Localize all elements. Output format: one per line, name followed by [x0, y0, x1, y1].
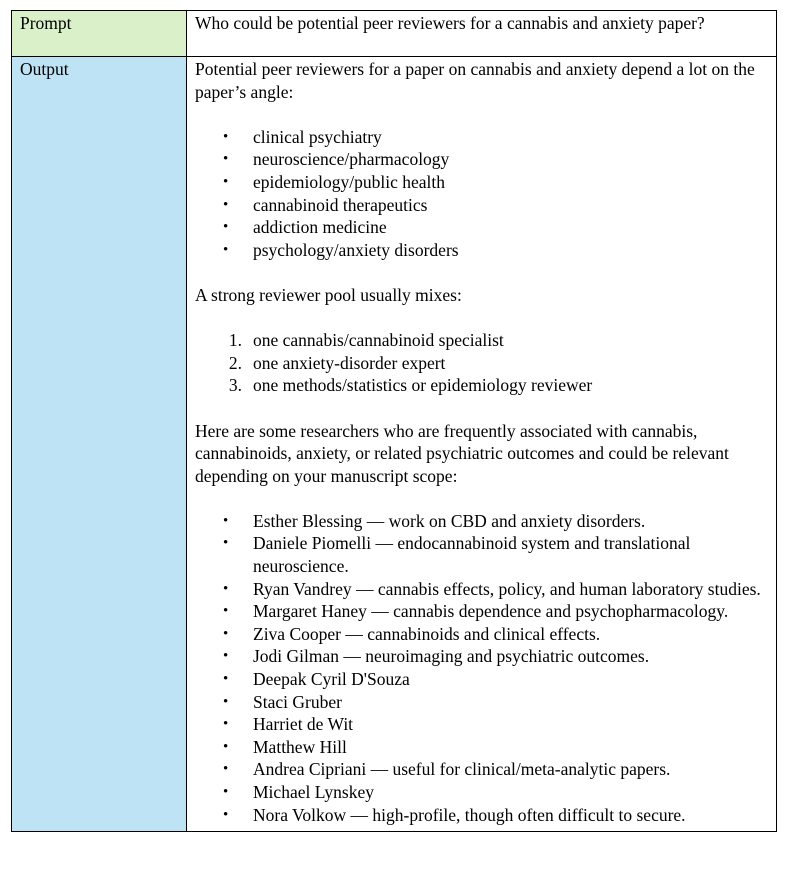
bullet-icon: •	[223, 761, 229, 778]
researcher-list-item	[195, 804, 768, 827]
prompt-row	[12, 11, 777, 57]
pool-list-item	[195, 352, 768, 375]
researcher-list-item	[195, 510, 768, 533]
researcher-list-item	[195, 781, 768, 804]
bullet-icon: •	[223, 580, 229, 597]
angle-list-item	[195, 216, 768, 239]
list-item-text: Ziva Cooper — cannabinoids and clinical effects.	[253, 623, 601, 644]
list-item-text: Harriet de Wit	[253, 714, 354, 735]
list-item-text: psychology/anxiety disorders	[253, 239, 459, 260]
list-item-text: neuroscience/pharmacology	[253, 149, 450, 170]
researcher-list-item	[195, 713, 768, 736]
list-item-text: epidemiology/public health	[253, 171, 445, 192]
list-item-text: clinical psychiatry	[253, 126, 382, 147]
researcher-list-item	[195, 578, 768, 601]
prompt-output-table	[11, 10, 777, 832]
bullet-icon: •	[223, 151, 229, 168]
pool-list-item	[195, 374, 768, 397]
researcher-list-item	[195, 668, 768, 691]
researcher-list-item	[195, 736, 768, 759]
list-item-text: Ryan Vandrey — cannabis effects, policy, and human laboratory studies.	[253, 578, 761, 599]
researcher-list-item	[195, 758, 768, 781]
bullet-icon: •	[223, 806, 229, 823]
list-item-text: addiction medicine	[253, 217, 387, 238]
list-item-text: Staci Gruber	[253, 691, 342, 712]
list-item-text: Deepak Cyril D'Souza	[253, 669, 410, 690]
pool-intro: A strong reviewer pool usually mixes:	[195, 284, 462, 305]
bullet-icon: •	[223, 535, 229, 552]
researcher-list-item	[195, 623, 768, 646]
bullet-icon: •	[223, 648, 229, 665]
bullet-icon: •	[223, 738, 229, 755]
bullet-icon: •	[223, 716, 229, 733]
output-label: Output	[12, 57, 187, 832]
researcher-list-item	[195, 532, 768, 577]
list-item-text: one anxiety-disorder expert	[253, 352, 446, 373]
list-item-text: one cannabis/cannabinoid specialist	[253, 330, 504, 351]
list-item-text: Michael Lynskey	[253, 782, 375, 802]
list-item-text: Nora Volkow — high-profile, though often difficult to secure.	[253, 804, 686, 825]
angle-list-item	[195, 126, 768, 149]
angle-list-item	[195, 239, 768, 262]
list-number: 2.	[228, 352, 242, 373]
reviewer-pool-list	[195, 329, 768, 397]
output-row	[12, 57, 777, 832]
list-item-text: Margaret Haney — cannabis dependence and psychopharmacology.	[253, 601, 729, 622]
bullet-icon: •	[223, 196, 229, 213]
list-item-text: Daniele Piomelli — endocannabinoid system and translational neuroscience.	[253, 533, 691, 577]
bullet-icon: •	[223, 625, 229, 642]
bullet-icon: •	[223, 693, 229, 710]
angle-list-item	[195, 194, 768, 217]
bullet-icon: •	[223, 173, 229, 190]
list-item-text: Jodi Gilman — neuroimaging and psychiatric outcomes.	[253, 646, 650, 667]
bullet-icon: •	[223, 128, 229, 145]
researchers-list	[195, 510, 768, 826]
pool-list-item	[195, 329, 768, 352]
output-intro: Potential peer reviewers for a paper on cannabis and anxiety depend a lot on the paper’s angle:	[195, 59, 755, 102]
angle-list-item	[195, 148, 768, 171]
prompt-label: Prompt	[12, 11, 187, 57]
bullet-icon: •	[223, 512, 229, 529]
list-item-text: one methods/statistics or epidemiology reviewer	[253, 375, 593, 396]
researcher-list-item	[195, 645, 768, 668]
list-item-text: cannabinoid therapeutics	[253, 194, 428, 215]
bullet-icon: •	[223, 671, 229, 688]
list-item-text: Esther Blessing — work on CBD and anxiety disorders.	[253, 510, 646, 531]
bullet-icon: •	[223, 219, 229, 236]
bullet-icon: •	[223, 241, 229, 258]
bullet-icon: •	[223, 603, 229, 620]
bullet-icon: •	[223, 784, 229, 800]
list-number: 3.	[228, 375, 242, 396]
list-item-text: Andrea Cipriani — useful for clinical/meta-analytic papers.	[253, 759, 671, 780]
researcher-list-item	[195, 691, 768, 714]
researcher-list-item	[195, 600, 768, 623]
list-number: 1.	[228, 330, 242, 351]
output-content	[187, 57, 777, 832]
prompt-text: Who could be potential peer reviewers for a cannabis and anxiety paper?	[187, 11, 777, 57]
angles-list	[195, 126, 768, 262]
list-item-text: Matthew Hill	[253, 736, 347, 757]
angle-list-item	[195, 171, 768, 194]
researchers-intro: Here are some researchers who are frequently associated with cannabis, cannabinoids, anxiety, or related psychiatric outcomes and could be relevant depending on your manuscript scope:	[195, 420, 729, 486]
